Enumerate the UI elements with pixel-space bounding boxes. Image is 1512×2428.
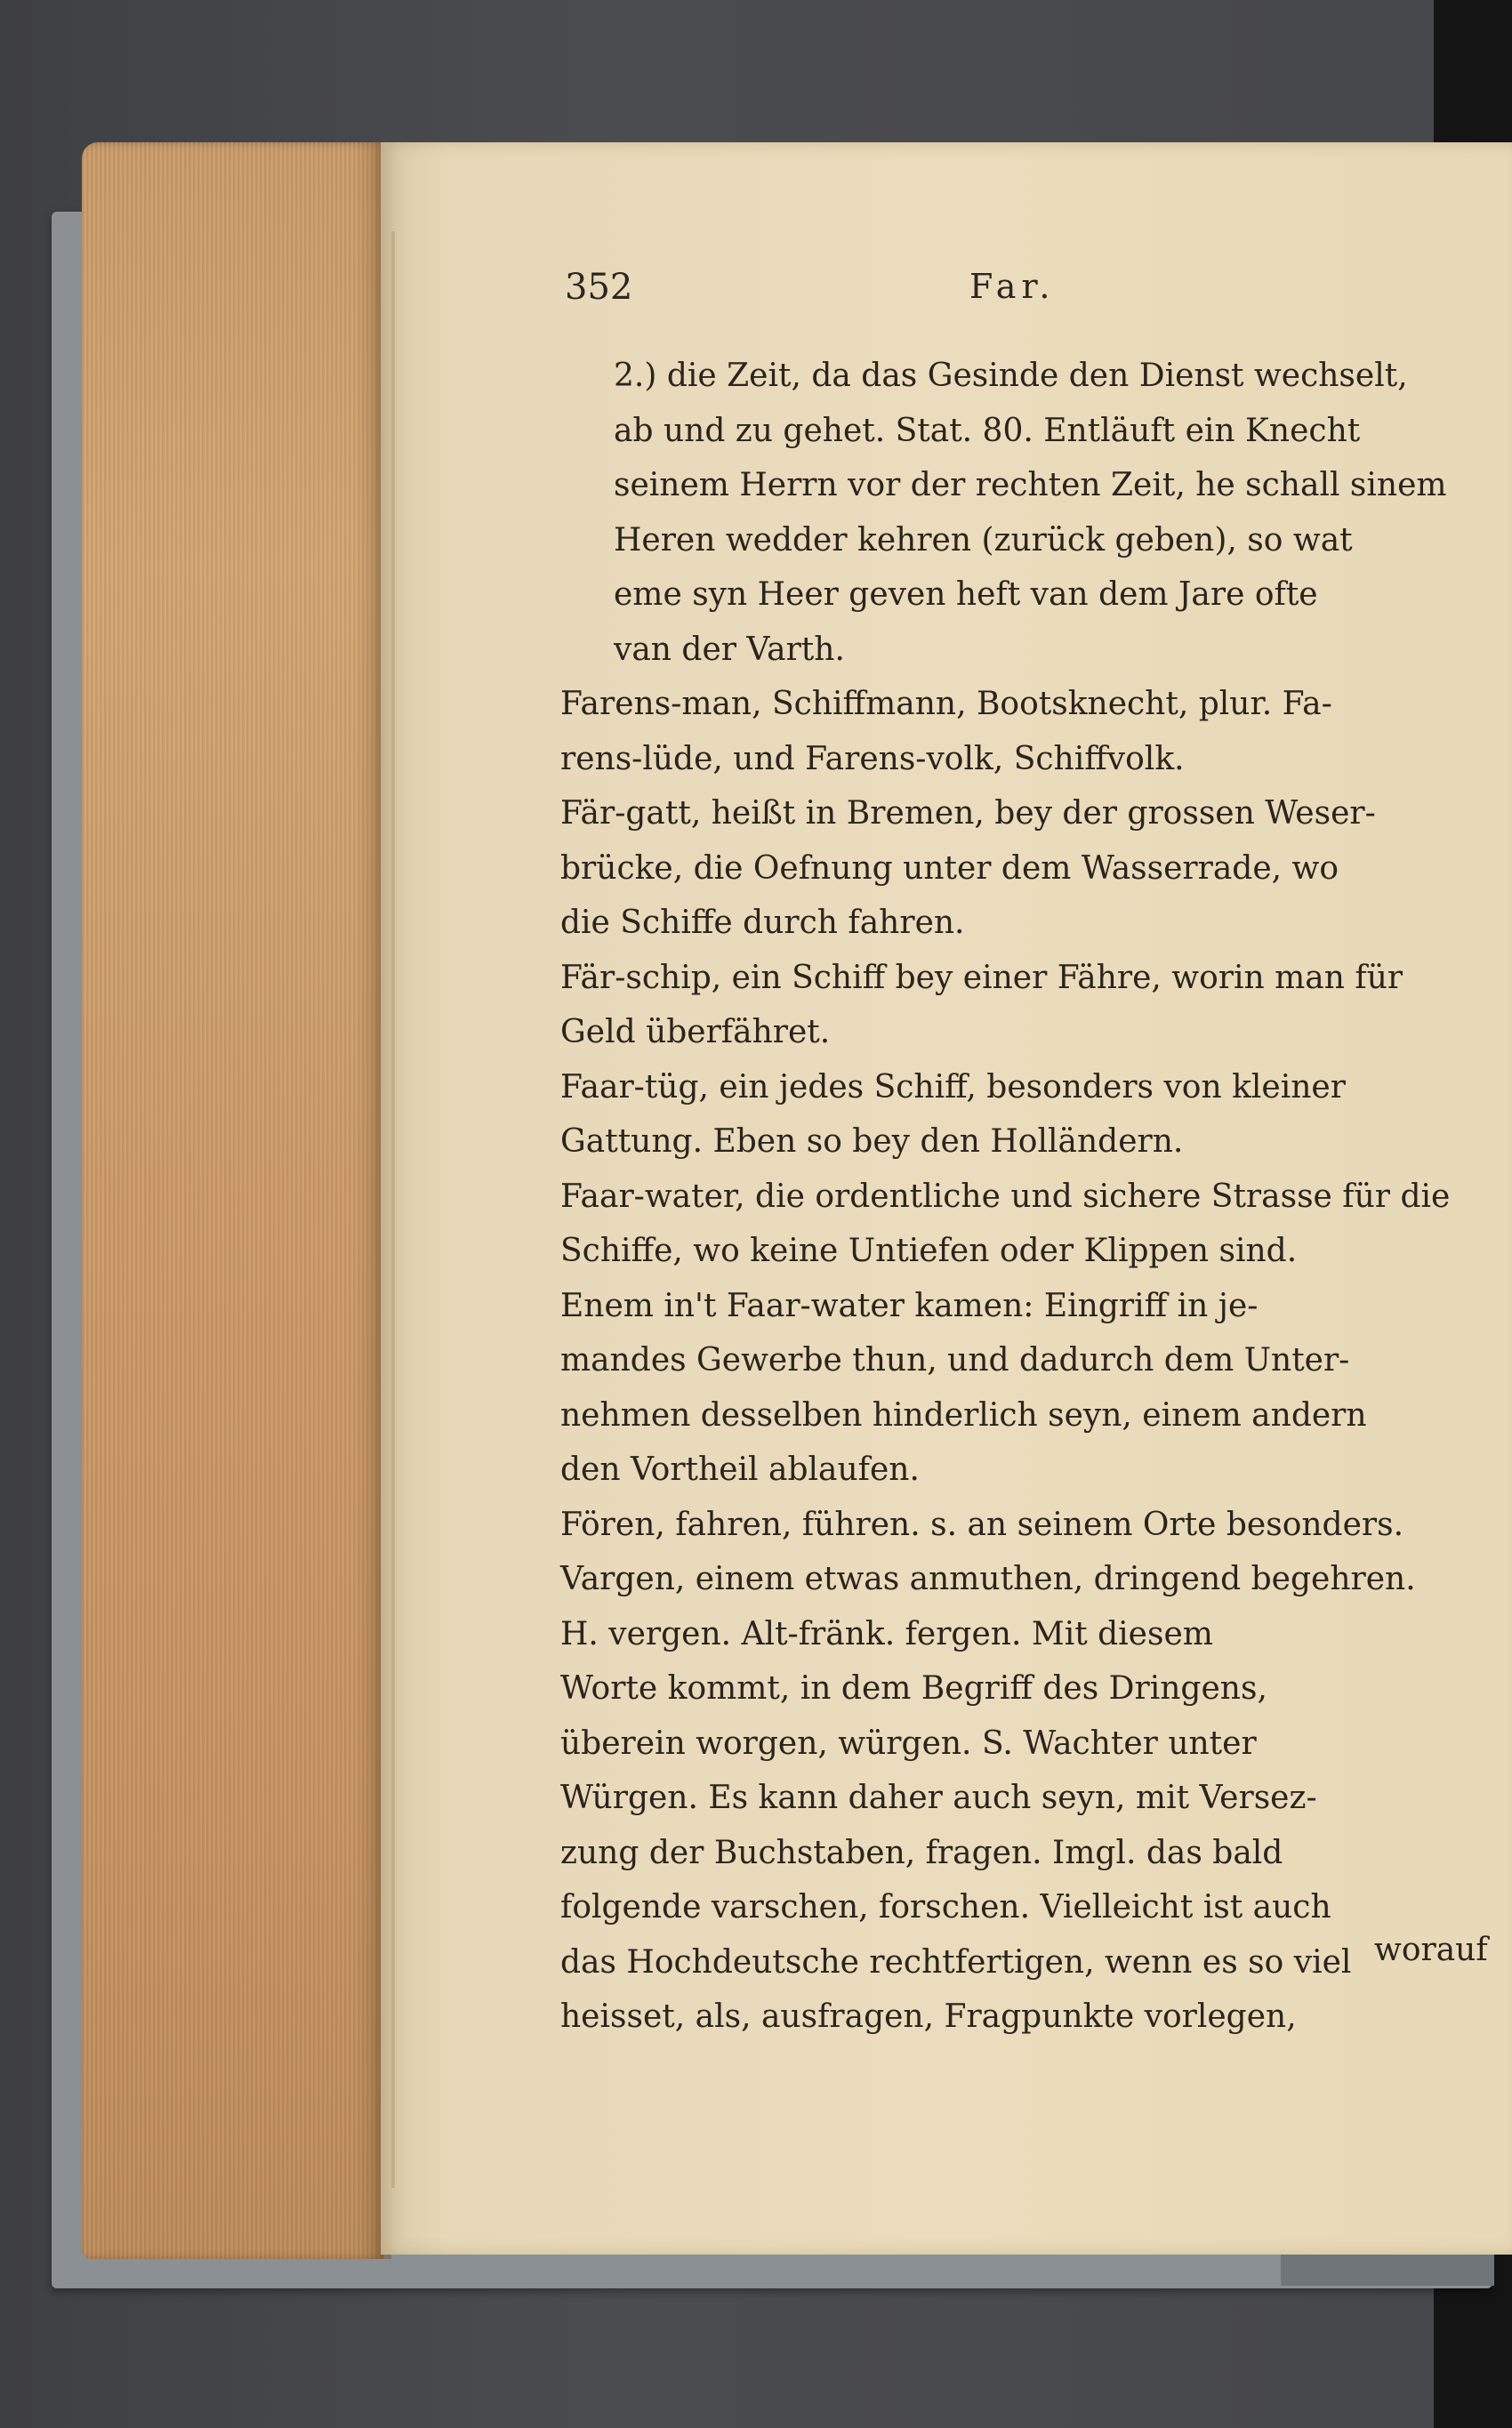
text-line: Farens-man, Schiffmann, Bootsknecht, plur. Fa- [560,686,1332,722]
entry-foeren [560,1498,1490,1553]
gutter-line [391,231,395,2188]
page-number: 352 [565,267,633,308]
text-line: Fören, fahren, führen. s. an seinem Orte besonders. [560,1506,1404,1543]
text-line: nehmen desselben hinderlich seyn, einem andern [560,1396,1367,1434]
text-line: Fär-schip, ein Schiff bey einer Fähre, worin man für [560,959,1403,996]
text-line: folgende varschen, forschen. Vielleicht ist auch [560,1889,1331,1926]
catchword: worauf [1374,1932,1488,1968]
text-line: Würgen. Es kann daher auch seyn, mit Versez- [560,1780,1317,1816]
text-line: rens-lüde, und Farens-volk, Schiffvolk. [560,740,1185,777]
text-line: heisset, als, ausfragen, Fragpunkte vorlegen, [560,1998,1297,2035]
text-line: Geld überfähret. [560,1014,831,1050]
text-line: brücke, die Oefnung unter dem Wasserrade, wo [560,849,1339,887]
text-line: das Hochdeutsche rechtfertigen, wenn es so viel [560,1943,1352,1981]
text-line: die Schiffe durch fahren. [560,904,965,941]
text-line: zung der Buchstaben, fragen. Imgl. das bald [560,1834,1283,1871]
text-line: Faar-water, die ordentliche und sichere Strasse für die [560,1178,1451,1215]
text-line: Schiffe, wo keine Untiefen oder Klippen sind. [560,1233,1298,1269]
text-line: Heren wedder kehren (zurück geben), so wat [614,521,1353,559]
text-line: H. vergen. Alt-fränk. fergen. Mit diesem [560,1615,1213,1652]
entry-vargen [560,1552,1490,2045]
text-line: Vargen, einem etwas anmuthen, dringend begehren. [560,1561,1416,1597]
entry-faar-tueg [560,1060,1490,1170]
text-line: Enem in't Faar-water kamen: Eingriff in je- [560,1287,1259,1324]
entry-text [560,349,1490,677]
entry-faar-water [560,1170,1490,1498]
text-line: Gattung. Eben so bey den Holländern. [560,1123,1184,1160]
running-head: Far. [969,267,1056,306]
entry-faer-gatt [560,786,1490,951]
text-line: eme syn Heer geven heft van dem Jare ofte [614,576,1318,613]
text-line: ab und zu gehet. Stat. 80. Entläuft ein Knecht [614,412,1361,449]
text-line: 2.) die Zeit, da das Gesinde den Dienst wechselt, [614,358,1408,394]
text-line: überein worgen, würgen. S. Wachter unter [560,1725,1257,1762]
entry-faer-schip [560,951,1490,1060]
page-text [560,349,1490,2045]
text-line: Fär-gatt, heißt in Bremen, bey der grossen Weser- [560,795,1376,832]
entry-farens-man [560,677,1490,786]
text-line: Faar-tüg, ein jedes Schiff, besonders von kleiner [560,1068,1346,1105]
text-line: seinem Herrn vor der rechten Zeit, he schall sinem [614,467,1447,503]
page-edges [82,142,384,2259]
text-line: den Vortheil ablaufen. [560,1451,920,1488]
text-line: van der Varth. [614,631,845,668]
text-line: mandes Gewerbe thun, und dadurch dem Unter- [560,1342,1350,1379]
text-line: Worte kommt, in dem Begriff des Dringens, [560,1670,1267,1707]
